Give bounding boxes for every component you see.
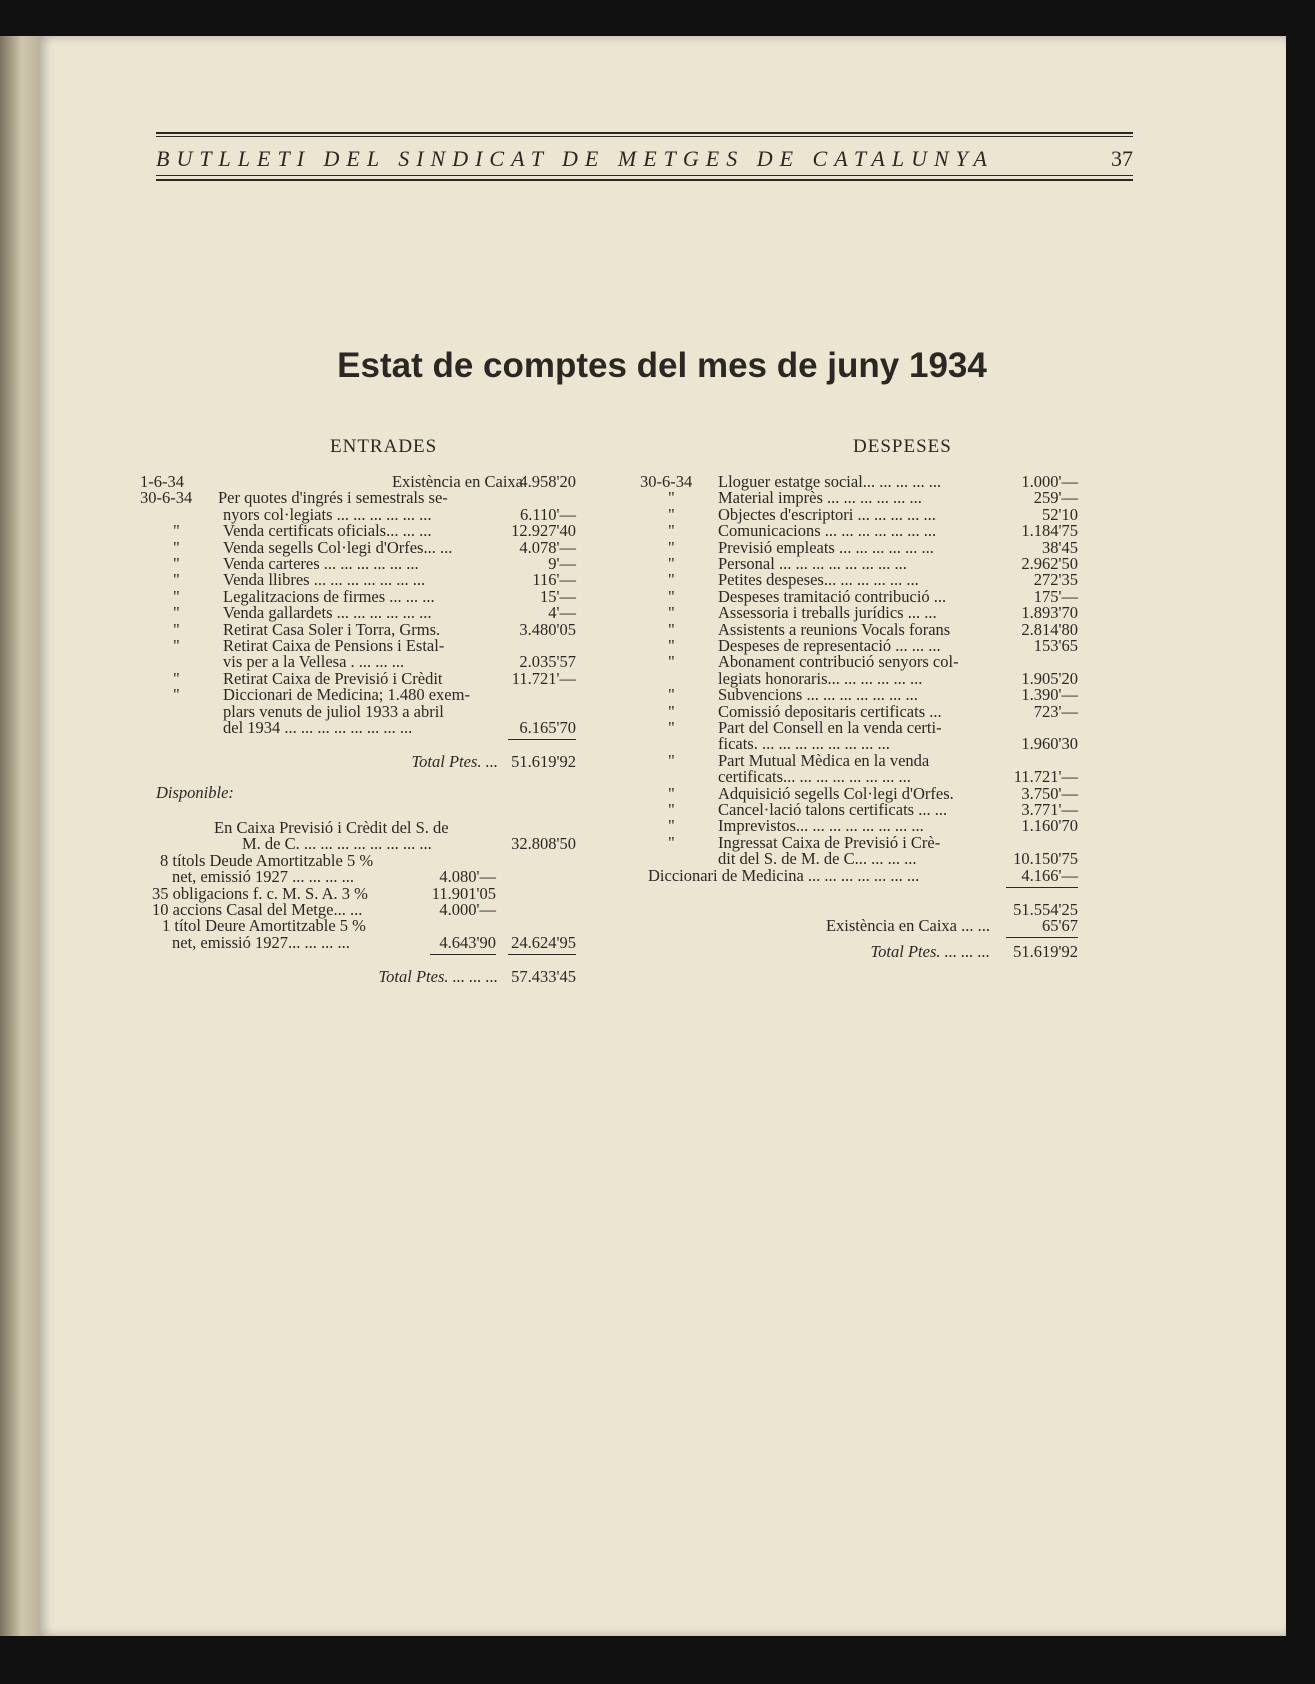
despeses-heading: DESPESES — [853, 436, 952, 457]
despesa-concept: Part del Consell en la venda certi- — [718, 718, 942, 737]
despesa-amount: 272'35 — [1033, 570, 1078, 590]
despesa-amount: 175'— — [1033, 586, 1078, 606]
entrada-date: " — [173, 586, 180, 606]
disponible-concept: 10 accions Casal del Metge... ... — [152, 900, 363, 919]
entrada-concept: nyors col·legiats ... ... ... ... ... ... — [223, 504, 432, 524]
entrada-concept: Per quotes d'ingrés i semestrals se- — [218, 488, 448, 508]
entrada-concept: Existència en Caixa — [391, 472, 523, 491]
despesa-amount: 1.000'— — [1021, 472, 1078, 491]
despesa-date: " — [668, 586, 675, 606]
entrada-concept: Retirat Caixa de Pensions i Estal- — [223, 636, 445, 655]
disponible-concept: 35 obligacions f. c. M. S. A. 3 % — [152, 883, 368, 903]
header-rule-bottom-thin — [156, 175, 1133, 176]
entrada-concept: vis per a la Vellesa . ... ... ... — [223, 652, 405, 672]
entrada-amount: 4.958'20 — [519, 472, 576, 491]
entrada-amount: 12.927'40 — [511, 521, 576, 541]
despesa-concept: Diccionari de Medicina ... ... ... ... ... ... ... — [648, 865, 920, 885]
entrada-date: " — [173, 668, 180, 688]
despesa-amount: 1.893'70 — [1021, 603, 1078, 623]
despesa-date: " — [668, 750, 675, 770]
despesa-concept: Despeses de representació ... ... ... — [718, 636, 941, 655]
disponible-concept: 8 títols Deude Amortitzable 5 % — [160, 850, 374, 870]
despesa-date: " — [668, 832, 675, 852]
despesa-amount: 1.960'30 — [1021, 734, 1078, 754]
disponible-concept: net, emissió 1927 ... ... ... ... — [172, 867, 354, 887]
despesa-date: " — [668, 636, 675, 655]
despesa-concept: Previsió empleats ... ... ... ... ... ... — [718, 537, 934, 557]
despesa-amount: 10.150'75 — [1013, 849, 1078, 869]
disponible-total-label: Total Ptes. ... ... ... — [378, 967, 498, 987]
despesa-concept: Assessoria i treballs jurídics ... ... — [718, 603, 937, 623]
entrada-concept: Venda llibres ... ... ... ... ... ... ... — [223, 570, 426, 590]
despesa-concept: Personal ... ... ... ... ... ... ... ... — [718, 554, 907, 573]
despesa-concept: Adquisició segells Col·legi d'Orfes. — [718, 783, 954, 803]
despesa-date: " — [668, 652, 675, 672]
despesa-concept: Subvencions ... ... ... ... ... ... ... — [718, 685, 918, 705]
header-rule-top-thin — [156, 136, 1133, 137]
despesa-amount: 3.771'— — [1021, 800, 1078, 819]
despesa-date: " — [668, 603, 675, 623]
disponible-sum-rule-a — [430, 954, 496, 955]
entrada-date: " — [173, 685, 180, 705]
despesa-date: " — [668, 718, 675, 737]
despesa-amount: 153'65 — [1033, 636, 1078, 655]
disponible-heading: Disponible: — [156, 783, 234, 802]
entrada-amount: 4'— — [548, 603, 576, 623]
entrada-concept: Retirat Casa Soler i Torra, Grms. — [223, 619, 441, 639]
book-spine — [0, 36, 40, 1636]
despesa-amount: 3.750'— — [1021, 783, 1078, 803]
disponible-sum-rule-b — [508, 954, 576, 955]
disponible-subamount: 4.000'— — [439, 900, 496, 919]
despesa-date: " — [668, 619, 675, 639]
despesa-concept: Despeses tramitació contribució ... — [718, 586, 947, 606]
despesa-date: " — [668, 537, 675, 557]
entrada-concept: Diccionari de Medicina; 1.480 exem- — [223, 685, 470, 705]
disponible-concept: M. de C. ... ... ... ... ... ... ... ... — [242, 834, 432, 854]
entrada-amount: 4.078'— — [519, 537, 576, 557]
despesa-amount: 2.962'50 — [1021, 554, 1078, 573]
entrada-date: " — [173, 619, 180, 639]
entrada-date: 30-6-34 — [140, 488, 193, 508]
despesa-concept: Abonament contribució senyors col- — [718, 652, 959, 672]
despeses-total-rule — [1006, 937, 1078, 938]
despeses-total-amount: 51.619'92 — [1013, 942, 1078, 962]
disponible-amount: 24.624'95 — [511, 932, 576, 952]
despesa-amount: 1.390'— — [1021, 685, 1078, 705]
entrada-concept: Retirat Caixa de Previsió i Crèdit — [223, 668, 443, 688]
entrada-concept: plars venuts de juliol 1933 a abril — [223, 701, 444, 721]
despesa-concept: Comunicacions ... ... ... ... ... ... ... — [718, 521, 937, 541]
entrada-date: " — [173, 636, 180, 655]
header-rule-top — [156, 132, 1133, 134]
page-number: 37 — [1111, 146, 1133, 171]
despeses-total-label: Total Ptes. ... ... ... — [870, 942, 990, 962]
entrada-amount: 3.480'05 — [519, 619, 576, 639]
disponible-subamount: 4.643'90 — [439, 932, 496, 952]
entrada-concept: Venda segells Col·legi d'Orfes... ... — [223, 537, 453, 557]
disponible-concept: En Caixa Previsió i Crèdit del S. de — [214, 818, 449, 837]
entrada-amount: 11.721'— — [511, 668, 576, 688]
entrada-concept: Venda certificats oficials... ... ... — [223, 521, 432, 541]
entrada-date: " — [173, 537, 180, 557]
disponible-subamount: 11.901'05 — [431, 883, 496, 903]
despesa-date: 30-6-34 — [640, 472, 693, 491]
despesa-date: " — [668, 521, 675, 541]
despesa-concept: dit del S. de M. de C... ... ... ... — [718, 849, 917, 869]
despesa-amount: 1.184'75 — [1021, 521, 1078, 541]
despesa-concept: Cancel·lació talons certificats ... ... — [718, 800, 948, 819]
despesa-amount: 4.166'— — [1021, 865, 1078, 885]
entrada-concept: Venda gallardets ... ... ... ... ... ... — [223, 603, 432, 623]
despesa-concept: Comissió depositaris certificats ... — [718, 701, 942, 721]
disponible-concept: net, emissió 1927... ... ... ... — [172, 932, 350, 952]
despesa-date: " — [668, 488, 675, 508]
entrada-amount: 9'— — [548, 554, 576, 573]
existencia-label: Existència en Caixa ... ... — [825, 916, 990, 936]
entrada-date: " — [173, 603, 180, 623]
running-title: BUTLLETI DEL SINDICAT DE METGES DE CATALUNYA — [156, 146, 994, 171]
despesa-date: " — [668, 816, 675, 836]
despesa-date: " — [668, 701, 675, 721]
despesa-concept: Petites despeses... ... ... ... ... ... — [718, 570, 919, 590]
page-title: Estat de comptes del mes de juny 1934 — [337, 346, 987, 385]
entrada-amount: 2.035'57 — [519, 652, 576, 672]
entrada-amount: 116'— — [532, 570, 576, 590]
despesa-amount: 52'10 — [1042, 504, 1078, 524]
despesa-concept: legiats honoraris... ... ... ... ... ... — [718, 668, 923, 688]
entrada-amount: 6.165'70 — [519, 718, 576, 737]
document-page — [38, 36, 1286, 1636]
entrada-date: " — [173, 570, 180, 590]
despesa-date: " — [668, 783, 675, 803]
entrada-amount: 6.110'— — [520, 504, 576, 524]
entrada-date: " — [173, 554, 180, 573]
despesa-amount: 11.721'— — [1013, 767, 1078, 787]
entrada-concept: Legalitzacions de firmes ... ... ... — [223, 586, 435, 606]
despesa-concept: Imprevistos... ... ... ... ... ... ... ... — [718, 816, 924, 836]
despesa-date: " — [668, 570, 675, 590]
despesa-amount: 259'— — [1033, 488, 1078, 508]
despesa-amount: 1.160'70 — [1021, 816, 1078, 836]
entrada-date: 1-6-34 — [140, 472, 184, 491]
disponible-concept: 1 títol Deure Amortitzable 5 % — [162, 916, 366, 936]
header-rule-bottom — [156, 179, 1133, 181]
despesa-concept: Lloguer estatge social... ... ... ... ... — [718, 472, 942, 491]
entrada-date: " — [173, 521, 180, 541]
despesa-concept: ficats. ... ... ... ... ... ... ... ... — [718, 734, 890, 754]
despesa-date: " — [668, 504, 675, 524]
despesa-amount: 2.814'80 — [1021, 619, 1078, 639]
disponible-amount: 32.808'50 — [511, 834, 576, 854]
despesa-concept: Ingressat Caixa de Previsió i Crè- — [718, 832, 941, 852]
despeses-sum-rule — [1006, 887, 1078, 888]
entrada-concept: del 1934 ... ... ... ... ... ... ... ... — [223, 718, 413, 737]
despeses-subtotal: 51.554'25 — [1013, 900, 1078, 919]
despesa-amount: 723'— — [1033, 701, 1078, 721]
entrades-total-label: Total Ptes. ... — [411, 752, 498, 772]
entrada-concept: Venda carteres ... ... ... ... ... ... — [223, 554, 419, 573]
despesa-concept: Assistents a reunions Vocals forans — [718, 619, 951, 639]
despesa-amount: 38'45 — [1042, 537, 1078, 557]
despesa-concept: Objectes d'escriptori ... ... ... ... ... — [718, 504, 936, 524]
despesa-date: " — [668, 554, 675, 573]
entrada-amount: 15'— — [540, 586, 576, 606]
despesa-concept: Material imprès ... ... ... ... ... ... — [718, 488, 922, 508]
despesa-concept: Part Mutual Mèdica en la venda — [718, 750, 930, 770]
disponible-total-amount: 57.433'45 — [511, 967, 576, 987]
despesa-amount: 1.905'20 — [1021, 668, 1078, 688]
entrades-sum-rule — [508, 739, 576, 740]
disponible-subamount: 4.080'— — [439, 867, 496, 887]
despesa-concept: certificats... ... ... ... ... ... ... ... — [718, 767, 911, 787]
despesa-date: " — [668, 800, 675, 819]
entrades-total-amount: 51.619'92 — [511, 752, 576, 772]
entrades-heading: ENTRADES — [330, 436, 438, 457]
despesa-date: " — [668, 685, 675, 705]
existencia-amount: 65'67 — [1042, 916, 1078, 936]
